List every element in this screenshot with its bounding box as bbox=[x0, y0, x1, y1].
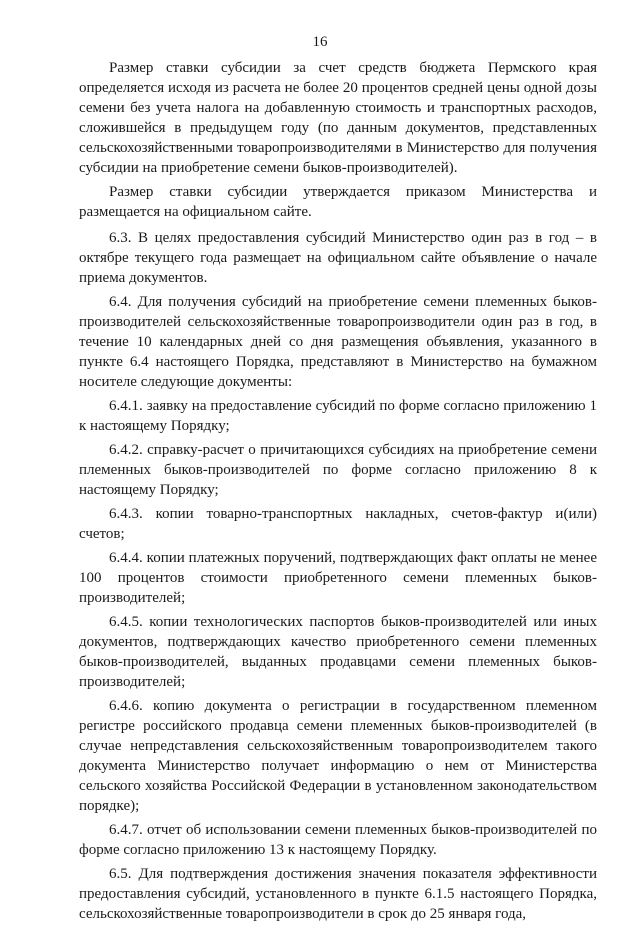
paragraph-6-4-3: 6.4.3. копии товарно-транспортных накладных, счетов-фактур и(или) счетов; bbox=[79, 506, 597, 542]
paragraph-6-4: 6.4. Для получения субсидий на приобретение семени племенных быков-производителей сельскохозяйственные товаропроизводители один раз в год, в течение 10 календарных дней со дня размещения объявления, указанного в пункте 6.4 настоящего Порядка, представляют в Министерство на бумажном носителе следующие документы: bbox=[79, 294, 597, 390]
paragraph-6-4-7: 6.4.7. отчет об использовании семени племенных быков-производителей по форме согласно приложению 13 к настоящему Порядку. bbox=[79, 822, 597, 858]
paragraph-6-4-6: 6.4.6. копию документа о регистрации в государственном племенном регистре российского продавца семени племенных быков-производителей (в случае непредставления сельскохозяйственным товаропроизводителем такого документа Министерство получает информацию о нем от Министерства сельского хозяйства Российской Федерации в установленном законодательством порядке); bbox=[79, 698, 597, 814]
paragraph-6-4-4: 6.4.4. копии платежных поручений, подтверждающих факт оплаты не менее 100 процентов стоимости приобретенного семени племенных быков-производителей; bbox=[79, 550, 597, 606]
paragraph-6-3: 6.3. В целях предоставления субсидий Министерство один раз в год – в октябре текущего года размещает на официальном сайте объявление о начале приема документов. bbox=[79, 230, 597, 286]
paragraph-6-4-5: 6.4.5. копии технологических паспортов быков-производителей или иных документов, подтверждающих качество приобретенного семени племенных быков-производителей, выданных продавцами семени племенных быков-производителей; bbox=[79, 614, 597, 690]
document-body bbox=[79, 58, 597, 928]
paragraph-subsidy-rate: Размер ставки субсидии за счет средств бюджета Пермского края определяется исходя из расчета не более 20 процентов средней цены одной дозы семени без учета налога на добавленную стоимость и транспортных расходов, сложившейся в предыдущем году (по данным документов, представленных сельскохозяйственными товаропроизводителями в Министерство для получения субсидии на приобретение семени быков-производителей). bbox=[79, 60, 597, 176]
paragraph-6-5: 6.5. Для подтверждения достижения значения показателя эффективности предоставления субсидий, установленного в пункте 6.1.5 настоящего Порядка, сельскохозяйственные товаропроизводители в срок до 25 января года, bbox=[79, 866, 597, 922]
paragraph-6-4-1: 6.4.1. заявку на предоставление субсидий по форме согласно приложению 1 к настоящему Порядку; bbox=[79, 398, 597, 434]
paragraph-rate-approval: Размер ставки субсидии утверждается приказом Министерства и размещается на официальном сайте. bbox=[79, 184, 597, 220]
paragraph-6-4-2: 6.4.2. справку-расчет о причитающихся субсидиях на приобретение семени племенных быков-производителей по форме согласно приложению 8 к настоящему Порядку; bbox=[79, 442, 597, 498]
page-number: 16 bbox=[312, 34, 328, 50]
